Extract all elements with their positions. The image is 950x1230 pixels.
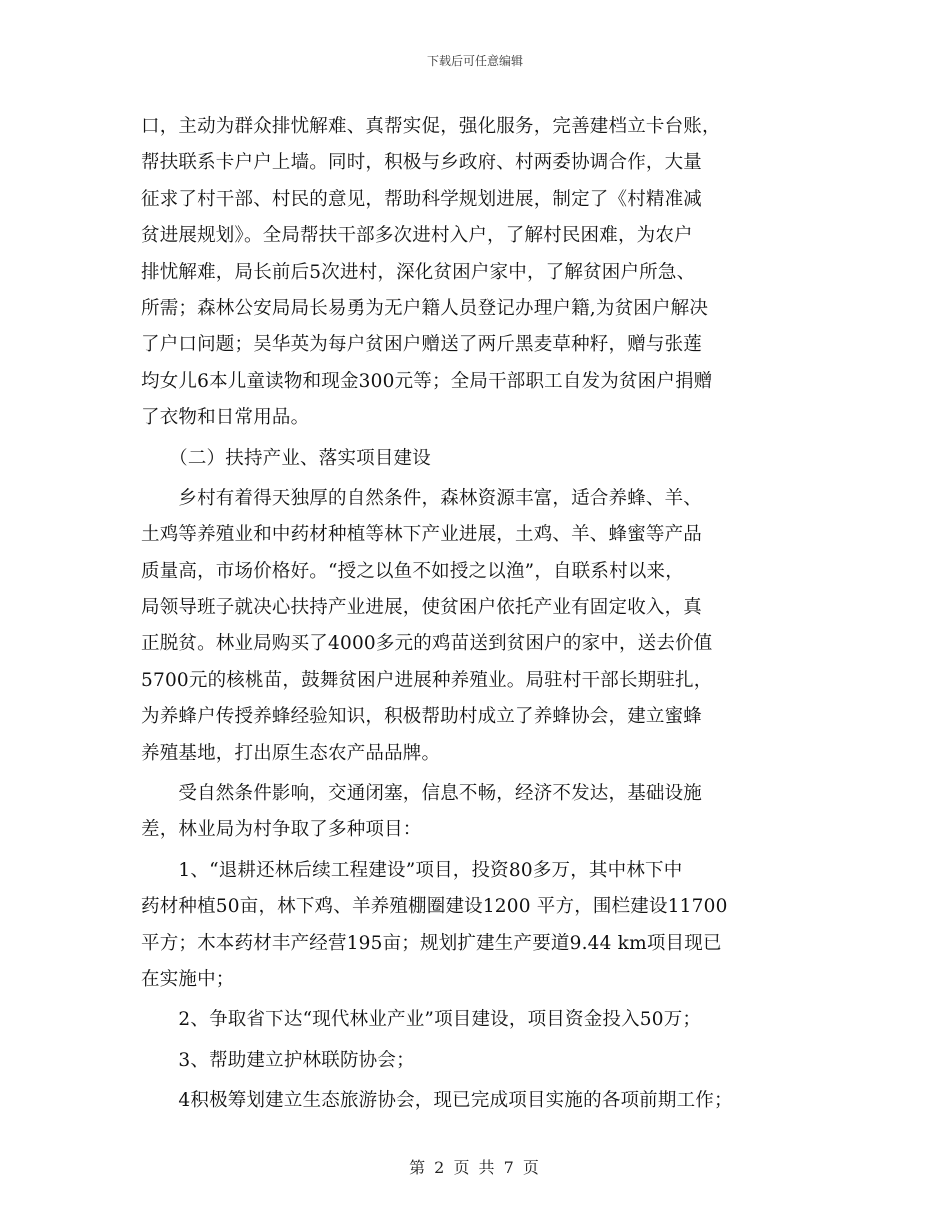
text-line: 受自然条件影响，交通闭塞，信息不畅，经济不发达，基础设施 — [141, 783, 703, 805]
text-line: 药材种植50亩，林下鸡、羊养殖棚圈建设1200 平方，围栏建设11700 — [141, 896, 728, 918]
page-header: 下载后可任意编辑 — [426, 54, 523, 68]
text-line: 在实施中； — [141, 968, 235, 990]
section-heading: （二）扶持产业、落实项目建设 — [141, 447, 431, 469]
text-line: 了衣物和日常用品。 — [141, 407, 310, 429]
text-line: 均女儿6本儿童读物和现金300元等；全局干部职工自发为贫困户捐赠 — [141, 370, 713, 392]
list-item: 4积极筹划建立生态旅游协会，现已完成项目实施的各项前期工作； — [141, 1090, 733, 1112]
list-item: 3、帮助建立护林联防协会； — [141, 1049, 415, 1071]
page-footer: 第 2 页 共 7 页 — [409, 1158, 541, 1177]
list-item: 1、“退耕还林后续工程建设”项目，投资80多万，其中林下中 — [141, 859, 683, 881]
text-line: 所需；森林公安局局长易勇为无户籍人员登记办理户籍,为贫困户解决 — [141, 297, 709, 319]
text-line: 贫进展规划》。全局帮扶干部多次进村入户，了解村民困难，为农户 — [141, 225, 693, 247]
text-line: 局领导班子就决心扶持产业进展，使贫困户依托产业有固定收入，真 — [141, 597, 703, 619]
text-line: 土鸡等养殖业和中药材种植等林下产业进展，土鸡、羊、蜂蜜等产品 — [141, 524, 703, 546]
text-line: 为养蜂户传授养蜂经验知识，积极帮助村成立了养蜂协会，建立蜜蜂 — [141, 706, 703, 728]
body-text — [141, 109, 823, 1120]
text-line: 养殖基地，打出原生态农产品品牌。 — [141, 742, 441, 764]
text-line: 5700元的核桃苗，鼓舞贫困户进展种养殖业。局驻村干部长期驻扎， — [141, 669, 713, 691]
text-line: 差，林业局为村争取了多种项目： — [141, 819, 422, 841]
text-line: 帮扶联系卡户户上墙。同时，积极与乡政府、村两委协调合作，大量 — [141, 152, 703, 174]
text-line: 排忧解难，局长前后5次进村，深化贫困户家中，了解贫困户所急、 — [141, 261, 696, 283]
text-line: 正脱贫。林业局购买了4000多元的鸡苗送到贫困户的家中，送去价值 — [141, 633, 713, 655]
text-line: 了户口问题；吴华英为每户贫困户赠送了两斤黑麦草种籽，赠与张莲 — [141, 334, 703, 356]
text-line: 质量高，市场价格好。“授之以鱼不如授之以渔”，自联系村以来， — [141, 560, 684, 582]
text-line: 口，主动为群众排忧解难、真帮实促，强化服务，完善建档立卡台账， — [141, 116, 721, 137]
text-line: 平方；木本药材丰产经营195亩；规划扩建生产要道9.44 km项目现已 — [141, 932, 722, 954]
text-line: 乡村有着得天独厚的自然条件，森林资源丰富，适合养蜂、羊、 — [141, 487, 703, 509]
text-line: 征求了村干部、村民的意见，帮助科学规划进展，制定了《村精准减 — [141, 188, 703, 210]
list-item: 2、争取省下达“现代林业产业”项目建设，项目资金投入50万； — [141, 1009, 702, 1031]
